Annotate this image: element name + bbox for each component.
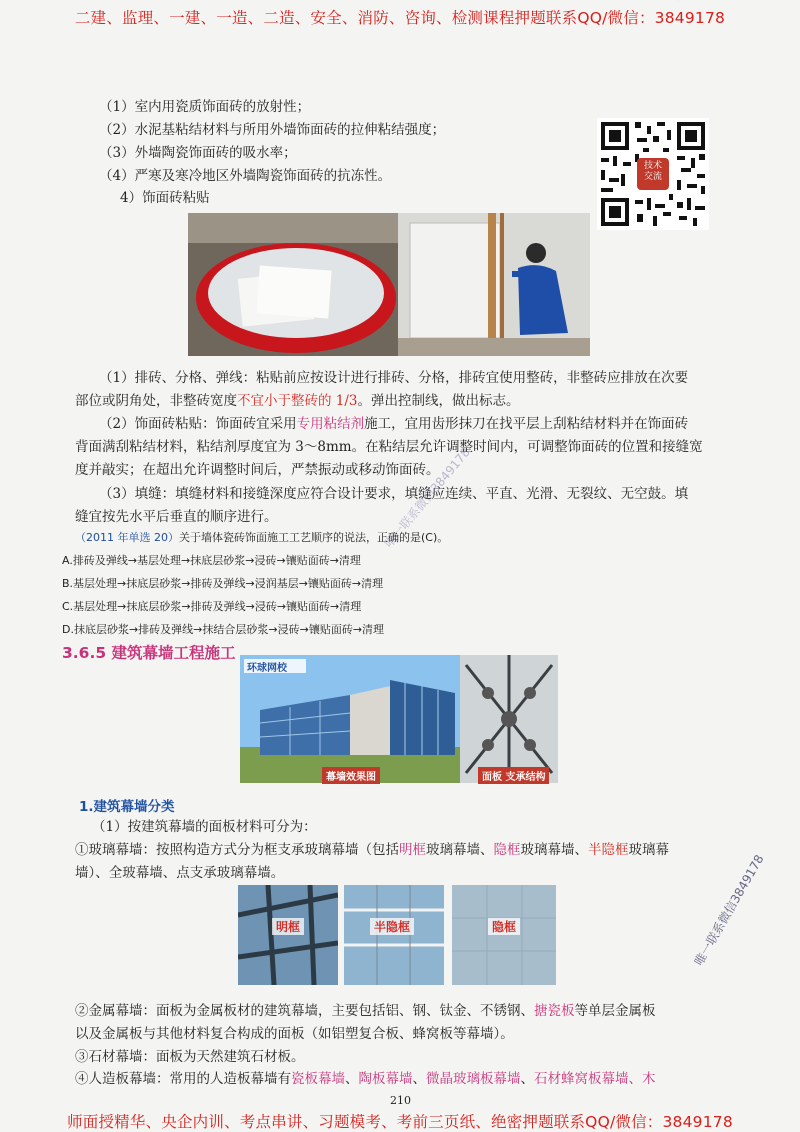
para-arrange-line2: [75, 389, 520, 413]
highlight-stone-honeycomb: 石材蜂窝板幕墙: [534, 1071, 629, 1087]
exposed-frame-photo: [238, 885, 338, 985]
watermark-right: 唯一联系微信3849178: [691, 852, 767, 968]
artificial-text-end: 、木: [628, 1071, 656, 1087]
glass-curtain-line1: [75, 838, 669, 862]
exam-option-c: C.基层处理→抹底层砂浆→排砖及弹线→浸砖→镶贴面砖→清理: [62, 600, 362, 613]
curtain-caption-left: 幕墙效果图: [322, 767, 380, 784]
exam-option-b: B.基层处理→抹底层砂浆→排砖及弹线→浸润基层→镶贴面砖→清理: [62, 577, 384, 590]
para-paste-line1: [99, 412, 688, 436]
para-arrange-line1: （1）排砖、分格、弹线：粘贴前应按设计进行排砖、分格，排砖宜使用整砖，非整砖应排放在次要: [99, 370, 689, 386]
highlight-porcelain-board: 瓷板幕墙: [291, 1071, 345, 1087]
para-paste-text-a: （2）饰面砖粘贴：饰面砖宜采用: [99, 416, 297, 432]
para-grout-line2: 缝宜按先水平后垂直的顺序进行。: [75, 509, 278, 525]
label-exposed-frame: 明框: [272, 918, 304, 935]
metal-text-a: ②金属幕墙：面板为金属板材的建筑幕墙，主要包括铝、钢、钛金、不锈钢、: [75, 1003, 534, 1019]
exam-source: （2011 年单选 20）: [75, 531, 179, 544]
artificial-board-line: [75, 1067, 656, 1091]
highlight-terracotta-board: 陶板幕墙: [358, 1071, 413, 1087]
glass-curtain-line2: 墙）、全玻幕墙、点支承玻璃幕墙。: [75, 865, 285, 881]
highlight-special-adhesive: 专用粘结剂: [296, 416, 365, 432]
curtain-wall-photo: [240, 655, 558, 783]
highlight-semi-hidden-frame: 半隐框: [588, 842, 629, 858]
test-item-2: （2）水泥基粘结材料与所用外墙饰面砖的拉伸粘结强度；: [99, 122, 446, 138]
artificial-sep-3: 、: [520, 1071, 534, 1087]
test-item-3: （3）外墙陶瓷饰面砖的吸水率；: [99, 145, 297, 161]
glass-text-a: ①玻璃幕墙：按照构造方式分为框支承玻璃幕墙（包括: [75, 842, 399, 858]
glass-text-c: 玻璃幕墙、: [426, 842, 494, 858]
glass-text-e: 玻璃幕墙、: [520, 842, 588, 858]
highlight-exposed-frame: 明框: [399, 842, 426, 858]
page-number: 210: [390, 1094, 411, 1107]
highlight-enamel-plate: 搪瓷板: [534, 1003, 575, 1019]
test-item-4: （4）严寒及寒冷地区外墙陶瓷饰面砖的抗冻性。: [99, 168, 392, 184]
exam-option-a: A.排砖及弹线→基层处理→抹底层砂浆→浸砖→镶贴面砖→清理: [62, 554, 361, 567]
watermark-center: 唯一联系微信3849178: [381, 445, 473, 551]
semi-hidden-frame-photo: [344, 885, 444, 985]
exam-option-d: D.抹底层砂浆→排砖及弹线→抹结合层砂浆→浸砖→镶贴面砖→清理: [62, 623, 385, 636]
highlight-hidden-frame: 隐框: [493, 842, 521, 858]
tile-pasting-photo: [188, 213, 590, 356]
highlight-glass-ceramic-board: 微晶玻璃板幕墙: [426, 1071, 521, 1087]
artificial-sep-1: 、: [345, 1071, 359, 1087]
para-arrange-end: 。弹出控制线，做出标志。: [357, 393, 520, 409]
para-paste-line2: 背面满刮粘结材料，粘结剂厚度宜为 3～8mm。在粘结层允许调整时间内，可调整饰面砖的位置和接缝宽: [75, 439, 703, 455]
hidden-frame-photo: [452, 885, 556, 985]
metal-curtain-line1: [75, 999, 656, 1023]
artificial-sep-2: 、: [412, 1071, 426, 1087]
qr-logo-text: 技术 交流: [643, 161, 662, 182]
metal-curtain-line2: 以及金属板与其他材料复合构成的面板（如铝塑复合板、蜂窝板等幕墙）。: [75, 1026, 514, 1042]
para-paste-text-c: 施工，宜用齿形抹刀在找平层上刮粘结材料并在饰面砖: [364, 416, 689, 432]
curtain-caption-right: 面板 支承结构: [478, 767, 549, 784]
header-banner: 二建、监理、一建、一造、二造、安全、消防、咨询、检测课程押题联系QQ/微信：3849178: [74, 9, 726, 27]
curtain-photo-logo: 环球网校: [247, 663, 287, 674]
para-grout-line1: （3）填缝：填缝材料和接缝深度应符合设计要求，填缝应连续、平直、光滑、无裂纹、无空鼓。填: [99, 486, 689, 502]
label-hidden-frame: 隐框: [488, 918, 520, 935]
para-paste-line3: 度并敲实；在超出允许调整时间后，严禁振动或移动饰面砖。: [75, 462, 440, 478]
stone-curtain-line: ③石材幕墙：面板为天然建筑石材板。: [75, 1049, 305, 1065]
test-item-1: （1）室内用瓷质饰面砖的放射性；: [99, 99, 311, 115]
metal-text-c: 等单层金属板: [574, 1003, 656, 1019]
sub-heading-tile-pasting: 4）饰面砖粘贴: [120, 190, 210, 206]
label-semi-hidden-frame: 半隐框: [370, 918, 414, 935]
glass-text-g: 玻璃幕: [628, 842, 669, 858]
exam-stem-text: 关于墙体瓷砖饰面施工工艺顺序的说法，正确的是(C)。: [178, 531, 449, 544]
subsection-heading-classification: 1.建筑幕墙分类: [79, 799, 175, 815]
artificial-text-a: ④人造板幕墙：常用的人造板幕墙有: [75, 1071, 291, 1087]
footer-banner: 师面授精华、央企内训、考点串讲、习题模考、考前三页纸、绝密押题联系QQ/微信：3849178: [67, 1113, 733, 1131]
highlight-min-width: 不宜小于整砖的 1/3: [237, 393, 358, 409]
classification-intro: （1）按建筑幕墙的面板材料可分为：: [92, 819, 317, 835]
section-heading: 3.6.5 建筑幕墙工程施工: [62, 644, 236, 662]
para-arrange-text: 部位或阴角处，非整砖宽度: [75, 393, 237, 409]
